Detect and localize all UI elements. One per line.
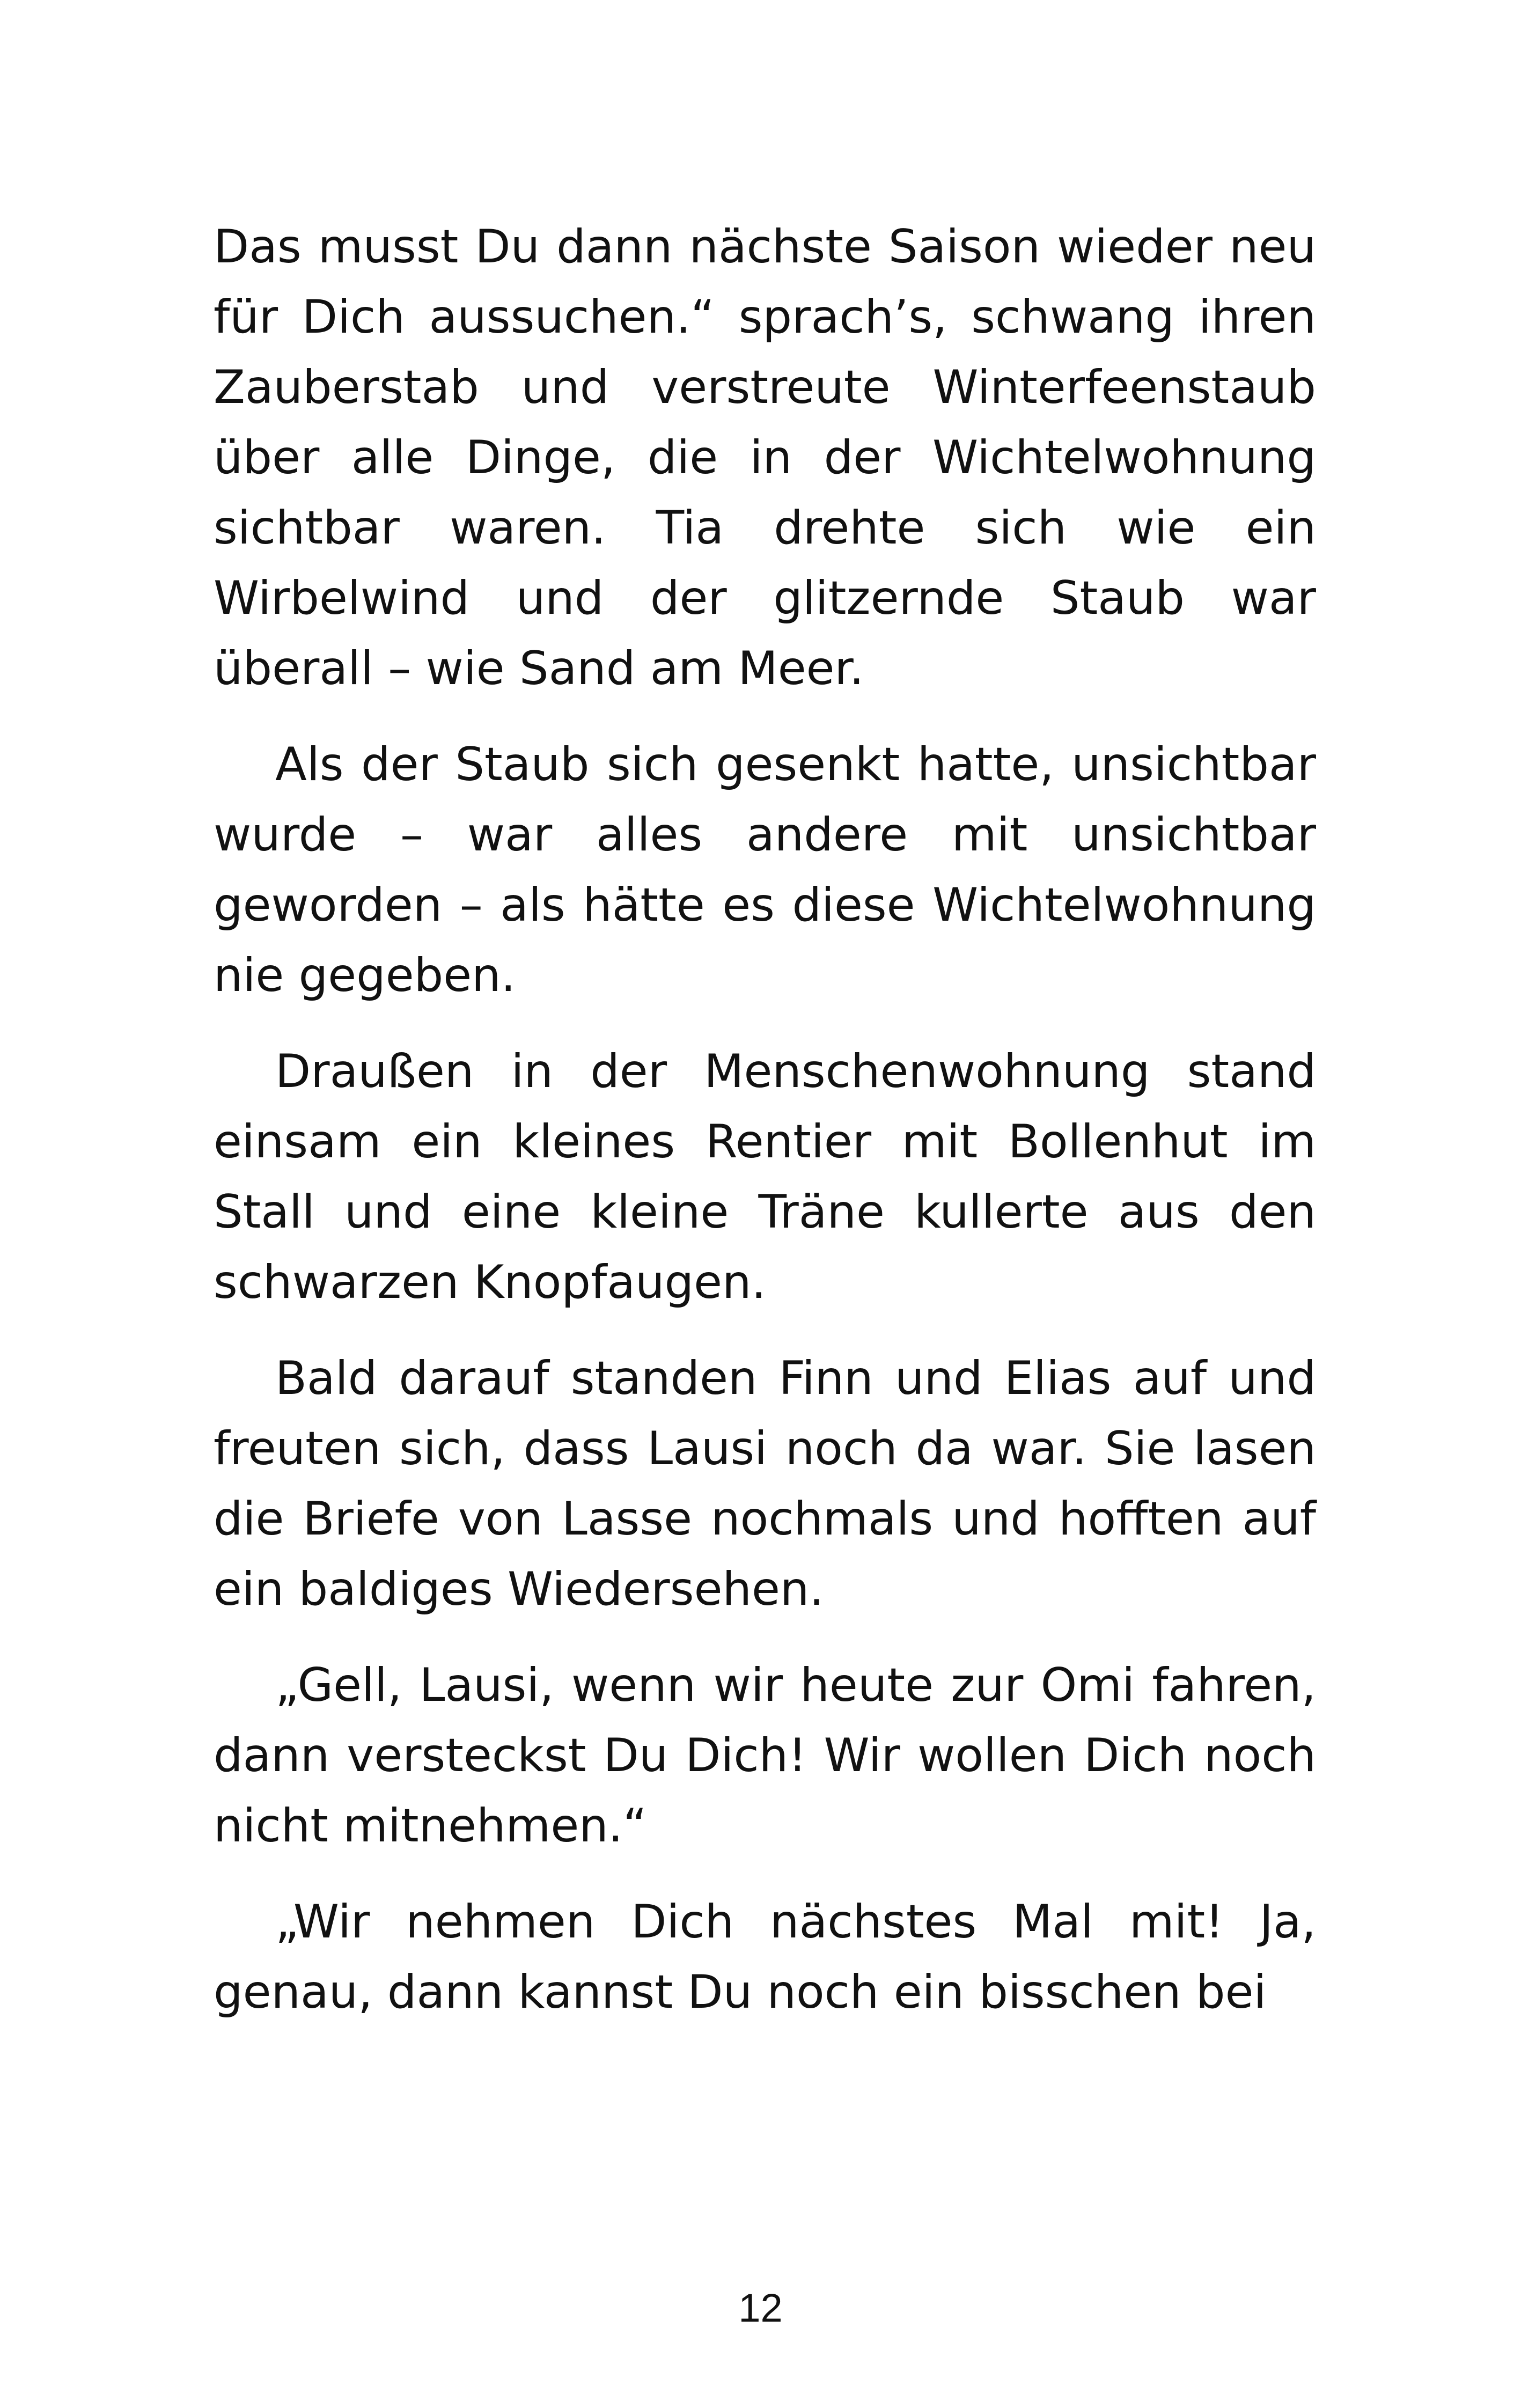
paragraph-reindeer: Draußen in der Menschenwohnung stand einsam ein kleines Rentier mit Bollenhut im Stall und eine kleine Träne kullerte aus den schwarzen Knopfaugen. [214,1045,1316,1309]
paragraph-dialogue-next-time: „Wir nehmen Dich nächstes Mal mit! Ja, genau, dann kannst Du noch ein bisschen bei [214,1895,1316,2019]
paragraph-dust-settled: Als der Staub sich gesenkt hatte, unsichtbar wurde – war alles andere mit unsichtbar geworden – als hätte es diese Wichtelwohnung nie gegeben. [214,738,1316,1002]
page-number: 12 [738,2286,783,2330]
paragraph-continuation: Das musst Du dann nächste Saison wieder neu für Dich aussuchen.“ sprach’s, schwang ihren Zauberstab und verstreute Winterfeenstaub über alle Dinge, die in der Wichtelwohnung sichtbar waren. Tia drehte sich wie ein Wirbelwind und der glitzernde Staub war überall – wie Sand am Meer. [214,220,1316,695]
paragraph-finn-elias: Bald darauf standen Finn und Elias auf und freuten sich, dass Lausi noch da war. Sie lasen die Briefe von Lasse nochmals und hofften auf ein baldiges Wiedersehen. [214,1352,1316,1616]
body-text [214,212,1316,2053]
paragraph-dialogue-omi: „Gell, Lausi, wenn wir heute zur Omi fahren, dann versteckst Du Dich! Wir wollen Dich noch nicht mitnehmen.“ [214,1658,1316,1853]
